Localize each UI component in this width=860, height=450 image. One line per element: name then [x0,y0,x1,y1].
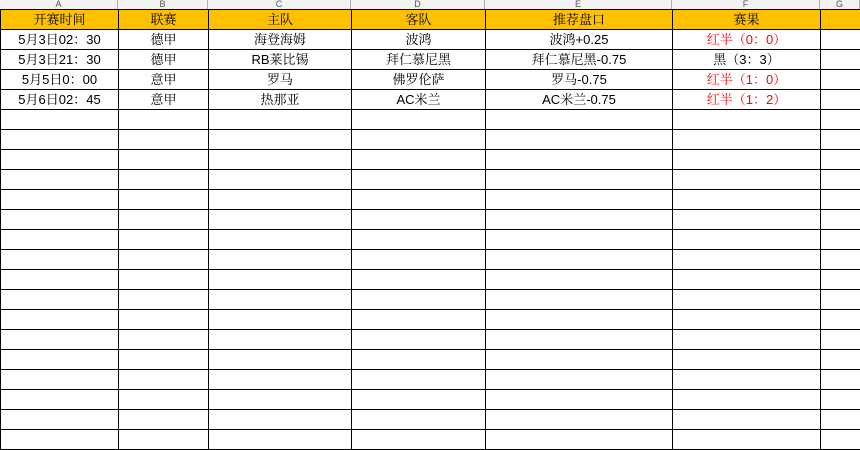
cell-empty[interactable] [119,430,209,450]
table-row [1,50,860,70]
table-row [1,70,860,90]
cell-empty[interactable] [209,110,352,130]
cell-empty[interactable] [352,370,486,390]
cell-empty[interactable] [673,350,821,370]
cell-league[interactable]: 意甲 [119,90,209,110]
cell-empty[interactable] [119,370,209,390]
cell-empty[interactable] [821,30,860,50]
cell-away[interactable]: 拜仁慕尼黑 [352,50,486,70]
cell-empty[interactable] [352,310,486,330]
cell-empty[interactable] [673,270,821,290]
cell-empty[interactable] [673,130,821,150]
cell-empty[interactable] [1,250,119,270]
cell-empty[interactable] [119,150,209,170]
cell-empty[interactable] [119,270,209,290]
cell-empty[interactable] [673,290,821,310]
column-title-1[interactable]: 联赛 [119,10,209,30]
cell-empty[interactable] [673,310,821,330]
cell-empty[interactable] [821,330,860,350]
cell-result[interactable]: 黑（3：3） [673,50,821,70]
table-row-empty [1,210,860,230]
cell-home[interactable]: 罗马 [209,70,352,90]
cell-empty[interactable] [821,130,860,150]
cell-empty[interactable] [486,290,673,310]
cell-empty[interactable] [209,370,352,390]
cell-empty[interactable] [1,110,119,130]
cell-empty[interactable] [821,150,860,170]
cell-empty[interactable] [1,370,119,390]
table-row-empty [1,390,860,410]
table-row-empty [1,170,860,190]
table-row [1,90,860,110]
cell-empty[interactable] [486,210,673,230]
column-title-3[interactable]: 客队 [352,10,486,30]
column-header-c[interactable]: C [208,0,351,9]
table-header-row [1,10,860,30]
cell-away[interactable]: 波鸿 [352,30,486,50]
cell-time[interactable]: 5月6日02：45 [1,90,119,110]
match-table [0,9,860,450]
cell-empty[interactable] [1,170,119,190]
cell-empty[interactable] [352,350,486,370]
cell-empty[interactable] [1,130,119,150]
cell-empty[interactable] [209,210,352,230]
cell-empty[interactable] [486,230,673,250]
column-header-f[interactable]: F [672,0,820,9]
cell-empty[interactable] [1,350,119,370]
cell-empty[interactable] [119,290,209,310]
cell-empty[interactable] [119,250,209,270]
column-title-0[interactable]: 开赛时间 [1,10,119,30]
cell-empty[interactable] [821,10,860,30]
cell-empty[interactable] [209,350,352,370]
cell-empty[interactable] [821,350,860,370]
cell-empty[interactable] [673,170,821,190]
cell-empty[interactable] [1,410,119,430]
cell-empty[interactable] [821,390,860,410]
cell-empty[interactable] [209,190,352,210]
cell-empty[interactable] [821,430,860,450]
table-row-empty [1,430,860,450]
table-row-empty [1,310,860,330]
cell-empty[interactable] [209,430,352,450]
cell-empty[interactable] [209,230,352,250]
cell-empty[interactable] [1,190,119,210]
cell-empty[interactable] [673,230,821,250]
cell-empty[interactable] [352,430,486,450]
cell-empty[interactable] [821,270,860,290]
cell-empty[interactable] [1,430,119,450]
table-row-empty [1,250,860,270]
table-row [1,30,860,50]
cell-empty[interactable] [486,310,673,330]
cell-handicap[interactable]: 拜仁慕尼黑-0.75 [486,50,673,70]
cell-empty[interactable] [1,150,119,170]
cell-empty[interactable] [209,410,352,430]
column-header-strip [0,0,860,9]
cell-empty[interactable] [821,170,860,190]
cell-empty[interactable] [209,310,352,330]
table-row-empty [1,410,860,430]
cell-league[interactable]: 意甲 [119,70,209,90]
cell-empty[interactable] [119,310,209,330]
cell-empty[interactable] [209,330,352,350]
table-row-empty [1,110,860,130]
cell-empty[interactable] [209,150,352,170]
cell-handicap[interactable]: 罗马-0.75 [486,70,673,90]
cell-empty[interactable] [1,210,119,230]
cell-empty[interactable] [209,250,352,270]
cell-empty[interactable] [486,370,673,390]
cell-empty[interactable] [1,310,119,330]
cell-empty[interactable] [119,230,209,250]
cell-empty[interactable] [486,150,673,170]
cell-home[interactable]: 海登海姆 [209,30,352,50]
cell-empty[interactable] [352,290,486,310]
cell-empty[interactable] [821,90,860,110]
cell-empty[interactable] [352,330,486,350]
cell-empty[interactable] [352,190,486,210]
cell-empty[interactable] [209,270,352,290]
cell-result[interactable]: 红半（1：2） [673,90,821,110]
cell-empty[interactable] [209,290,352,310]
cell-empty[interactable] [821,70,860,90]
cell-empty[interactable] [1,290,119,310]
cell-time[interactable]: 5月5日0：00 [1,70,119,90]
cell-empty[interactable] [119,410,209,430]
column-header-b[interactable]: B [118,0,208,9]
table-row-empty [1,290,860,310]
cell-empty[interactable] [673,190,821,210]
cell-league[interactable]: 德甲 [119,50,209,70]
cell-empty[interactable] [486,170,673,190]
cell-handicap[interactable]: 波鸿+0.25 [486,30,673,50]
cell-empty[interactable] [352,410,486,430]
cell-empty[interactable] [486,130,673,150]
cell-empty[interactable] [486,350,673,370]
column-title-2[interactable]: 主队 [209,10,352,30]
cell-handicap[interactable]: AC米兰-0.75 [486,90,673,110]
table-row-empty [1,270,860,290]
cell-empty[interactable] [821,230,860,250]
cell-away[interactable]: 佛罗伦萨 [352,70,486,90]
column-header-e[interactable]: E [485,0,672,9]
cell-empty[interactable] [486,430,673,450]
table-row-empty [1,130,860,150]
cell-empty[interactable] [673,110,821,130]
column-header-g[interactable]: G [820,0,860,9]
cell-away[interactable]: AC米兰 [352,90,486,110]
cell-empty[interactable] [673,150,821,170]
cell-empty[interactable] [119,130,209,150]
table-row-empty [1,350,860,370]
column-header-a[interactable]: A [0,0,118,9]
column-header-d[interactable]: D [351,0,485,9]
column-title-5[interactable]: 赛果 [673,10,821,30]
cell-time[interactable]: 5月3日21：30 [1,50,119,70]
cell-empty[interactable] [821,290,860,310]
cell-empty[interactable] [821,210,860,230]
cell-empty[interactable] [352,170,486,190]
cell-empty[interactable] [1,390,119,410]
cell-empty[interactable] [119,390,209,410]
cell-empty[interactable] [486,250,673,270]
cell-empty[interactable] [119,330,209,350]
cell-result[interactable]: 红半（1：0） [673,70,821,90]
table-row-empty [1,190,860,210]
cell-empty[interactable] [119,170,209,190]
cell-empty[interactable] [486,270,673,290]
cell-empty[interactable] [1,330,119,350]
cell-empty[interactable] [673,250,821,270]
cell-empty[interactable] [209,130,352,150]
cell-empty[interactable] [821,310,860,330]
cell-empty[interactable] [486,190,673,210]
cell-empty[interactable] [352,270,486,290]
cell-empty[interactable] [352,150,486,170]
cell-empty[interactable] [673,430,821,450]
cell-empty[interactable] [821,370,860,390]
cell-empty[interactable] [209,170,352,190]
cell-empty[interactable] [352,110,486,130]
cell-empty[interactable] [821,110,860,130]
cell-empty[interactable] [1,230,119,250]
cell-empty[interactable] [119,190,209,210]
cell-league[interactable]: 德甲 [119,30,209,50]
cell-empty[interactable] [486,330,673,350]
cell-empty[interactable] [352,210,486,230]
cell-empty[interactable] [821,410,860,430]
cell-empty[interactable] [486,110,673,130]
cell-empty[interactable] [673,370,821,390]
cell-empty[interactable] [352,230,486,250]
cell-empty[interactable] [352,250,486,270]
cell-result[interactable]: 红半（0：0） [673,30,821,50]
table-row-empty [1,370,860,390]
cell-empty[interactable] [352,130,486,150]
cell-empty[interactable] [821,190,860,210]
table-row-empty [1,330,860,350]
cell-empty[interactable] [1,270,119,290]
cell-empty[interactable] [119,350,209,370]
cell-empty[interactable] [486,390,673,410]
cell-empty[interactable] [352,390,486,410]
cell-empty[interactable] [209,390,352,410]
cell-empty[interactable] [673,410,821,430]
cell-empty[interactable] [119,210,209,230]
cell-empty[interactable] [821,250,860,270]
column-title-4[interactable]: 推荐盘口 [486,10,673,30]
table-row-empty [1,230,860,250]
cell-empty[interactable] [673,210,821,230]
cell-empty[interactable] [821,50,860,70]
cell-time[interactable]: 5月3日02：30 [1,30,119,50]
cell-empty[interactable] [119,110,209,130]
cell-home[interactable]: RB莱比锡 [209,50,352,70]
cell-empty[interactable] [673,390,821,410]
cell-empty[interactable] [673,330,821,350]
table-row-empty [1,150,860,170]
cell-home[interactable]: 热那亚 [209,90,352,110]
cell-empty[interactable] [486,410,673,430]
